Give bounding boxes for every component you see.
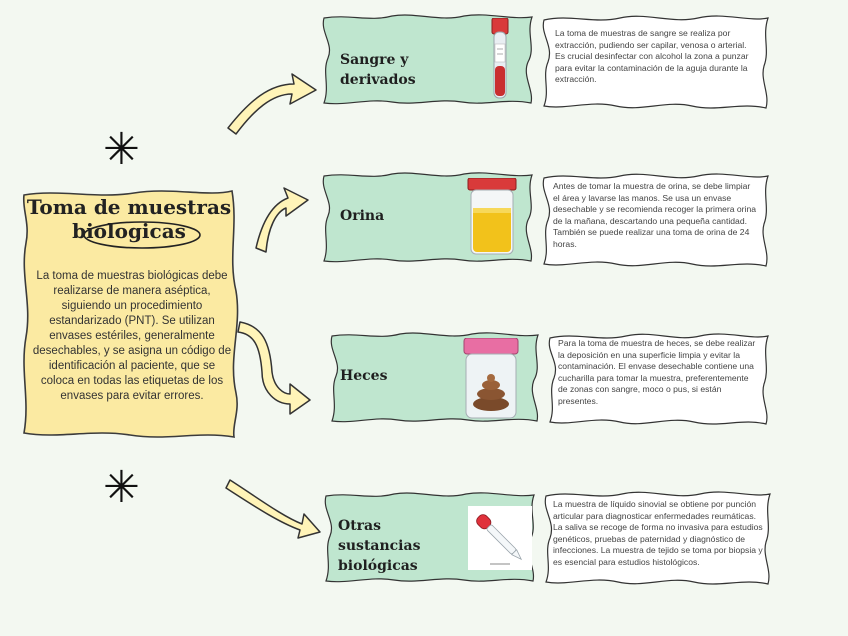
description-text: Antes de tomar la muestra de orina, se debe limpiar el área y lavarse las manos. Se usa un envase desechable y se recomienda recoger la primera orina de la mañana, descartando una pequeña cantidad. También se puede realizar una toma de orina de 24 horas. — [553, 181, 757, 249]
arrow-to-otras — [226, 480, 320, 538]
main-description: La toma de muestras biológicas debe realizarse de manera aséptica, siguiendo un procedimiento estandarizado (PNT). Se utilizan envases estériles, generalmente desechables, y se asigna un código de identificación al paciente, que se coloca en todas las etiquetas de los envases para evitar errores. — [32, 270, 232, 402]
category-label: Orina — [340, 208, 385, 224]
star-icon-bottom: ✳ — [103, 462, 140, 513]
blood-tube-icon — [488, 18, 512, 106]
description-node-heces — [546, 332, 772, 428]
category-node-heces — [328, 332, 542, 424]
description-node-sangre — [540, 14, 772, 112]
category-node-sangre — [320, 14, 536, 106]
main-title-line2: biologicas — [72, 219, 186, 243]
description-text: La muestra de líquido sinovial se obtiene por punción articular para diagnosticar enfermedades reumáticas. La saliva se recoge de forma no invasiva para estudios genéticos, pruebas de paternidad y diagnóstico de infecciones. La muestra de tejido se toma por biopsia y es esencial para estudios histológicos. — [553, 499, 763, 567]
arrow-to-heces — [238, 322, 310, 414]
star-icon-top: ✳ — [103, 124, 140, 175]
arrow-to-sangre — [228, 74, 316, 134]
category-node-orina — [320, 172, 536, 264]
category-label: Otras sustancias biológicas — [338, 518, 421, 574]
category-label: Sangre y derivados — [340, 52, 416, 88]
main-title-line1: Toma de muestras — [26, 195, 232, 219]
category-label: Heces — [340, 368, 388, 384]
description-text: Para la toma de muestra de heces, se debe realizar la deposición en una superficie limpia y evitar la contaminación. El envase desechable contiene una cucharilla para tomar la muestra, preferentemente de zonas con sangre, moco o pus, si están presentes. — [558, 338, 756, 406]
urine-container-icon — [466, 178, 518, 256]
dropper-icon — [468, 506, 532, 570]
description-node-orina — [540, 172, 772, 270]
stool-container-icon — [460, 338, 522, 420]
description-text: La toma de muestras de sangre se realiza por extracción, pudiendo ser capilar, venosa o arterial. Es crucial desinfectar con alcohol la zona a punzar para evitar la contaminación de la aguja durante la extracción. — [555, 28, 749, 85]
description-node-otras — [542, 490, 774, 588]
arrow-to-orina — [256, 188, 308, 252]
category-node-otras — [322, 492, 538, 584]
